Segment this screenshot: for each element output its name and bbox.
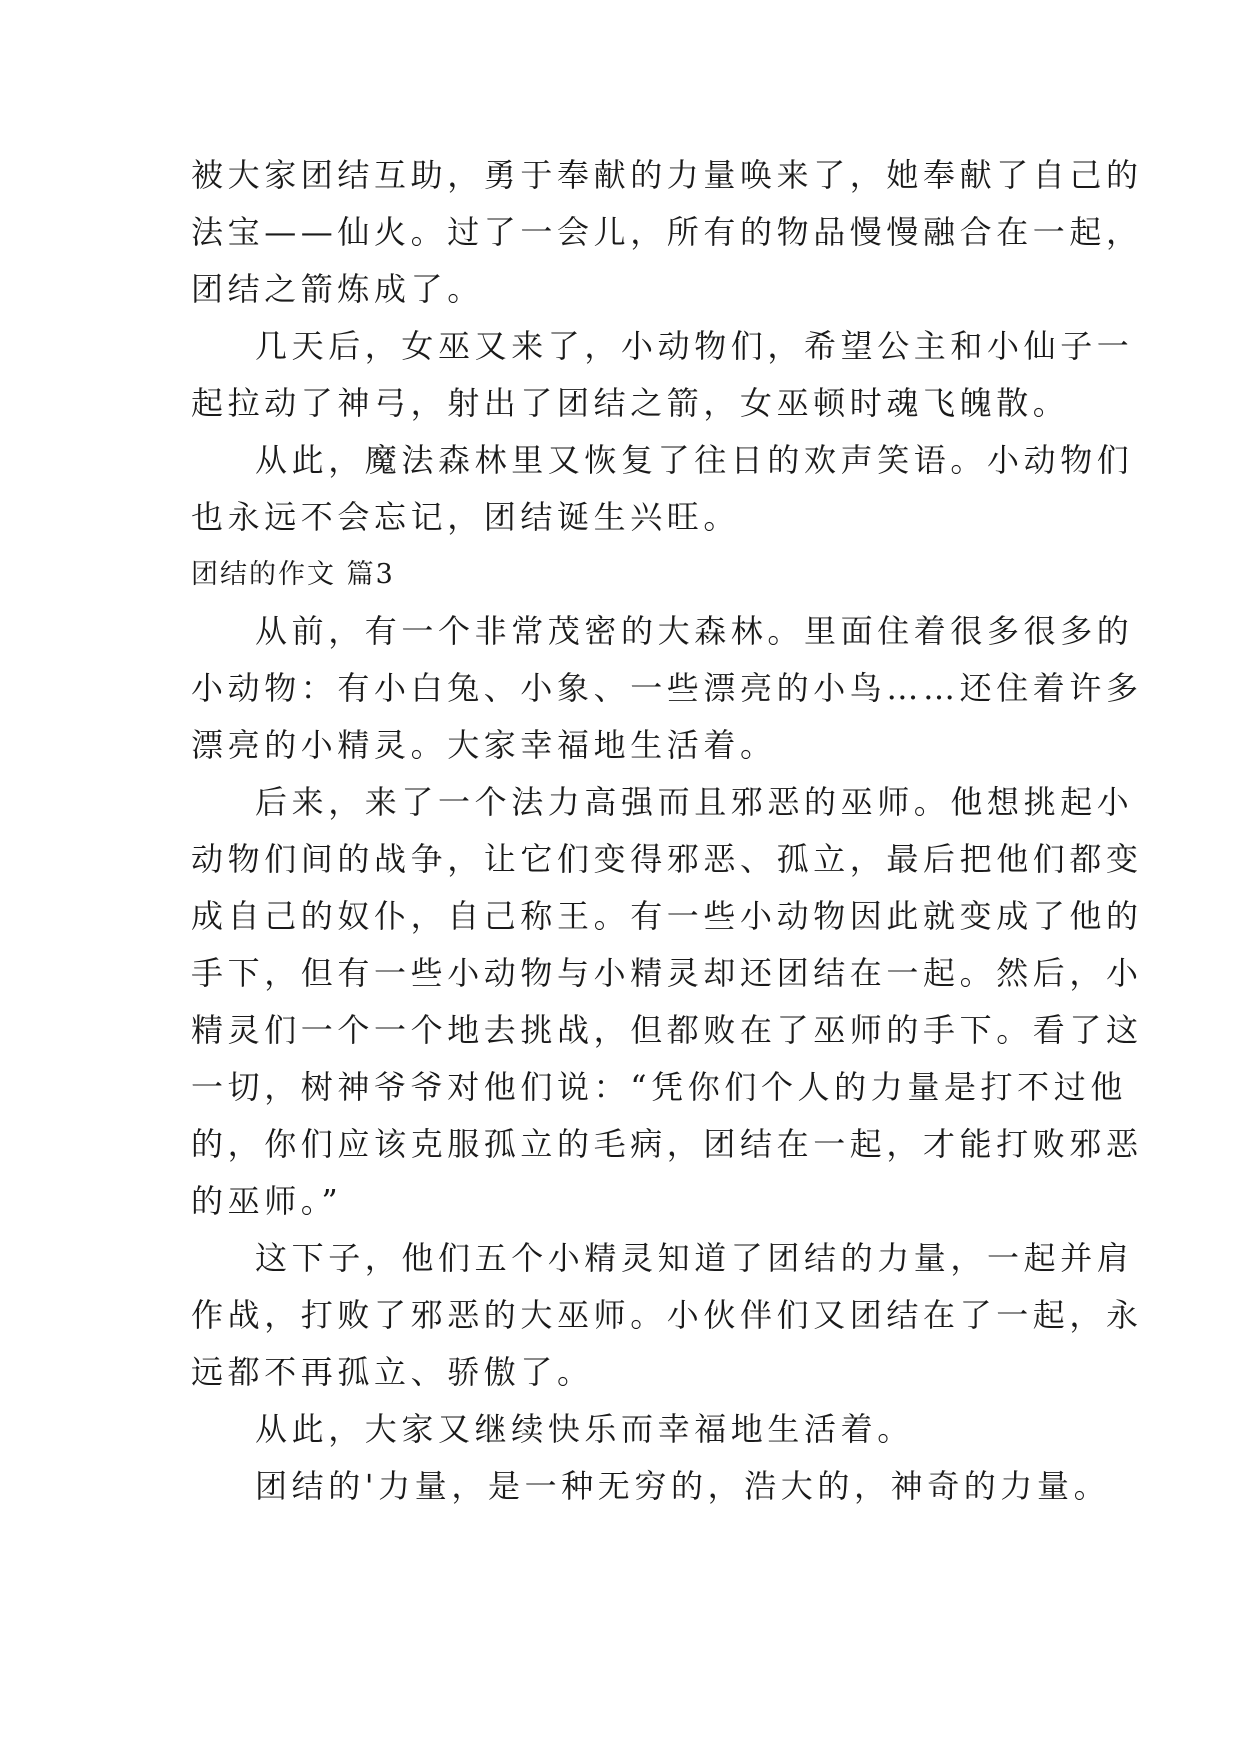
paragraph-first-line: 后来，来了一个法力高强而且邪恶的巫师。他想挑起小 [255, 783, 1134, 821]
text-line: 成自己的奴仆，自己称王。有一些小动物因此就变成了他的 [191, 897, 1143, 935]
paragraph-first-line: 团结的'力量，是一种无穷的，浩大的，神奇的力量。 [255, 1467, 1111, 1505]
text-line: 手下，但有一些小动物与小精灵却还团结在一起。然后，小 [191, 954, 1143, 992]
text-line: 的，你们应该克服孤立的毛病，团结在一起，才能打败邪恶 [191, 1125, 1143, 1163]
text-line: 法宝——仙火。过了一会儿，所有的物品慢慢融合在一起， [191, 213, 1143, 251]
text-line: 起拉动了神弓，射出了团结之箭，女巫顿时魂飞魄散。 [191, 384, 1070, 422]
text-line: 被大家团结互助，勇于奉献的力量唤来了，她奉献了自己的 [191, 156, 1143, 194]
paragraph-first-line: 从此，魔法森林里又恢复了往日的欢声笑语。小动物们 [255, 441, 1134, 479]
paragraph-first-line: 从此，大家又继续快乐而幸福地生活着。 [255, 1410, 914, 1448]
text-line: 精灵们一个一个地去挑战，但都败在了巫师的手下。看了这 [191, 1011, 1143, 1049]
text-line: 动物们间的战争，让它们变得邪恶、孤立，最后把他们都变 [191, 840, 1143, 878]
text-line: 的巫师。” [191, 1182, 343, 1220]
text-line: 作战，打败了邪恶的大巫师。小伙伴们又团结在了一起，永 [191, 1296, 1143, 1334]
paragraph-first-line: 几天后，女巫又来了，小动物们，希望公主和小仙子一 [255, 327, 1134, 365]
text-line: 小动物：有小白兔、小象、一些漂亮的小鸟……还住着许多 [191, 669, 1143, 707]
text-line: 漂亮的小精灵。大家幸福地生活着。 [191, 726, 777, 764]
text-line: 也永远不会忘记，团结诞生兴旺。 [191, 498, 741, 536]
text-line: 团结之箭炼成了。 [191, 270, 484, 308]
section-heading: 团结的作文 篇3 [191, 559, 395, 590]
text-line: 一切，树神爷爷对他们说：“凭你们个人的力量是打不过他 [191, 1068, 1127, 1106]
text-line: 远都不再孤立、骄傲了。 [191, 1353, 594, 1391]
paragraph-first-line: 这下子，他们五个小精灵知道了团结的力量，一起并肩 [255, 1239, 1134, 1277]
paragraph-first-line: 从前，有一个非常茂密的大森林。里面住着很多很多的 [255, 612, 1134, 650]
